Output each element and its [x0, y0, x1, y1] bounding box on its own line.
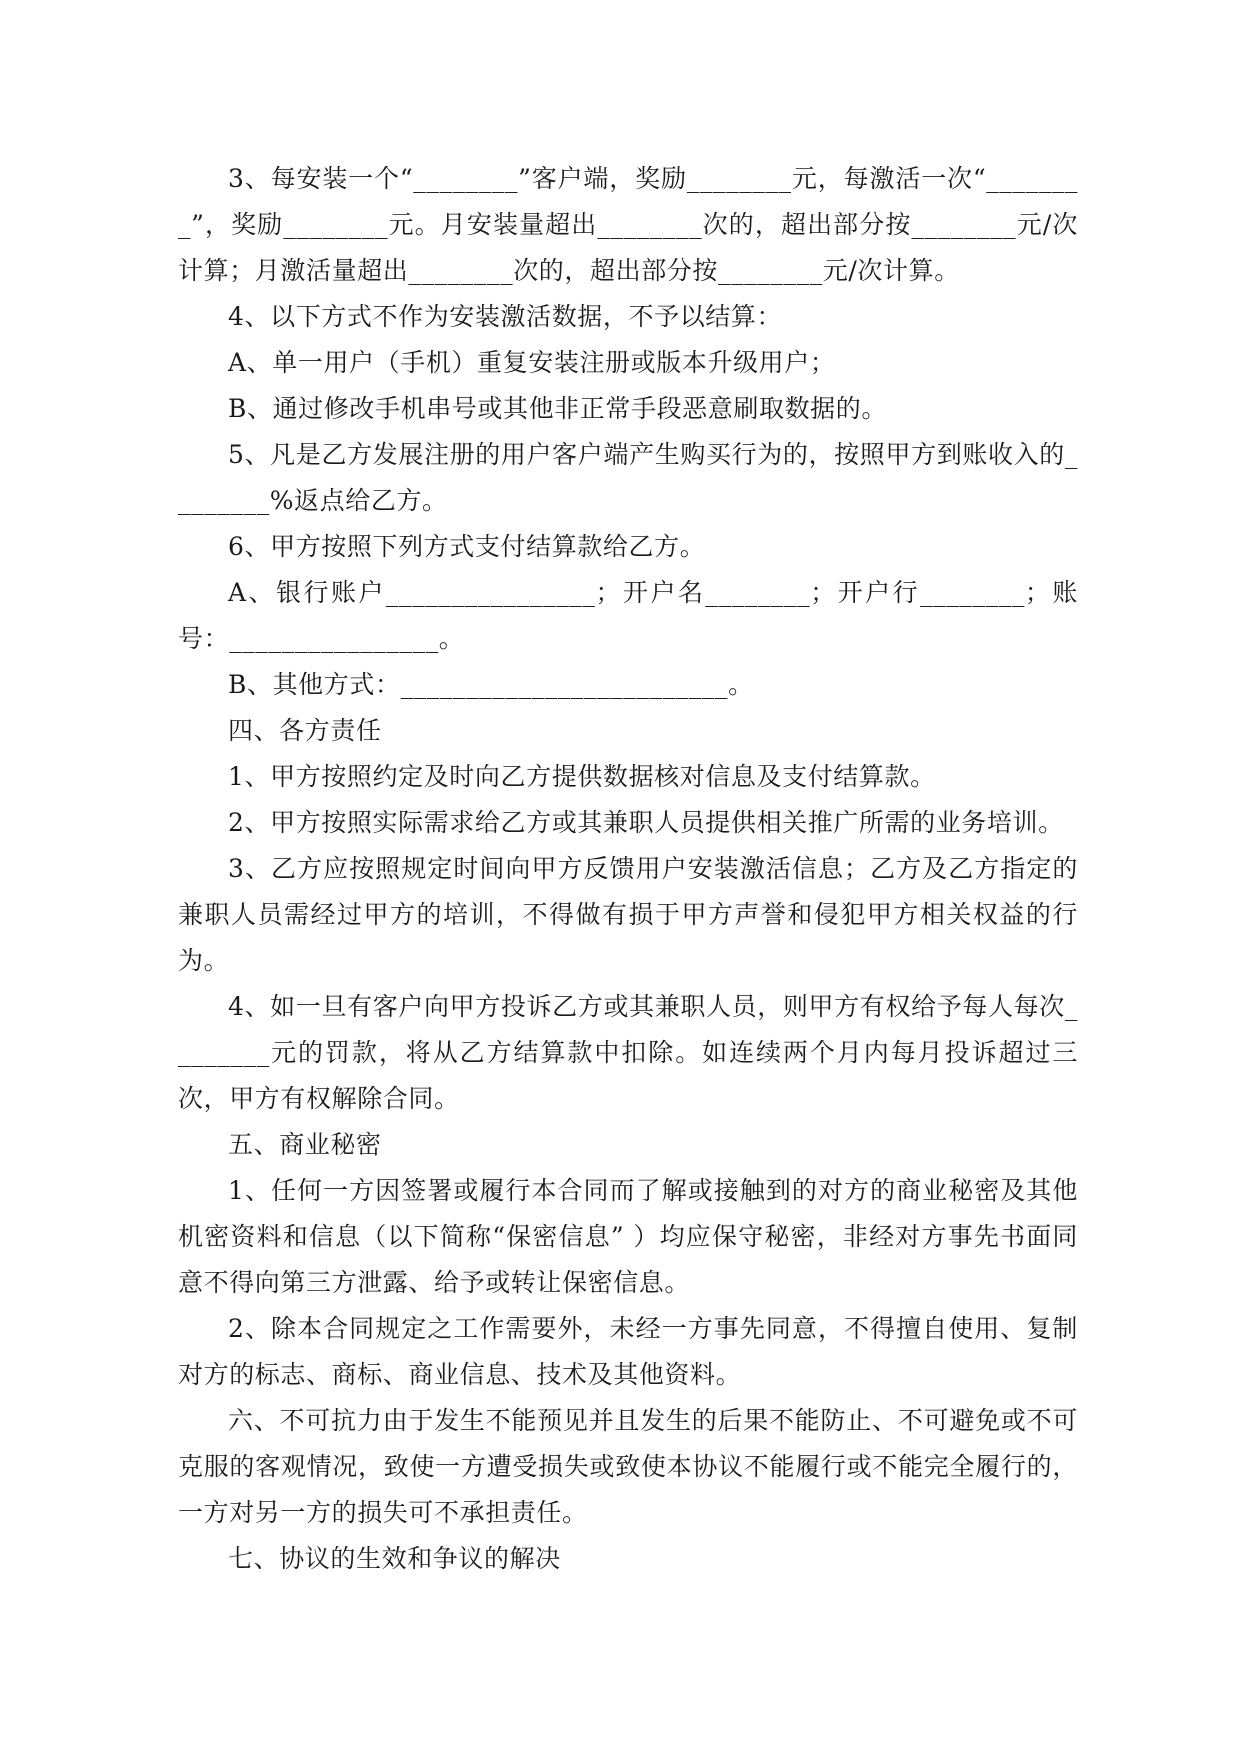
trade-secret-2: 2、除本合同规定之工作需要外，未经一方事先同意，不得擅自使用、复制对方的标志、商标、商业信息、技术及其他资料。	[178, 1314, 1078, 1389]
responsibility-3: 3、乙方应按照规定时间向甲方反馈用户安装激活信息；乙方及乙方指定的兼职人员需经过甲方的培训，不得做有损于甲方声誉和侵犯甲方相关权益的行为。	[178, 854, 1078, 975]
trade-secret-1: 1、任何一方因签署或履行本合同而了解或接触到的对方的商业秘密及其他机密资料和信息（以下简称“保密信息” ）均应保守秘密，非经对方事先书面同意不得向第三方泄露、给予或转让保密信息。	[178, 1176, 1078, 1297]
document-body	[178, 156, 1078, 1582]
clause-3-reward: 3、每安装一个“________”客户端，奖励________元，每激活一次“________”，奖励________元。月安装量超出________次的，超出部分按________元/次计算；月激活量超出________次的，超出部分按________元/次计算。	[178, 164, 1078, 285]
clause-6-item-b-other: B、其他方式：_________________________。	[228, 670, 754, 699]
section-force-majeure: 六、不可抗力由于发生不能预见并且发生的后果不能防止、不可避免或不可克服的客观情况，致使一方遭受损失或致使本协议不能履行或不能完全履行的，一方对另一方的损失可不承担责任。	[178, 1406, 1078, 1527]
clause-4-exclusions: 4、以下方式不作为安装激活数据，不予以结算：	[228, 302, 783, 331]
clause-5-rebate: 5、凡是乙方发展注册的用户客户端产生购买行为的，按照甲方到账收入的________%返点给乙方。	[178, 440, 1078, 515]
section-heading-effectiveness: 七、协议的生效和争议的解决	[228, 1544, 561, 1573]
clause-6-item-a-bank: A、银行账户________________；开户名________；开户行________；账号：________________。	[178, 578, 1078, 653]
responsibility-2: 2、甲方按照实际需求给乙方或其兼职人员提供相关推广所需的业务培训。	[228, 808, 1064, 837]
responsibility-1: 1、甲方按照约定及时向乙方提供数据核对信息及支付结算款。	[228, 762, 936, 791]
section-heading-responsibilities: 四、各方责任	[228, 716, 382, 745]
responsibility-4: 4、如一旦有客户向甲方投诉乙方或其兼职人员，则甲方有权给予每人每次________元的罚款，将从乙方结算款中扣除。如连续两个月内每月投诉超过三次，甲方有权解除合同。	[178, 992, 1078, 1113]
clause-6-payment: 6、甲方按照下列方式支付结算款给乙方。	[228, 532, 706, 561]
clause-4-item-b: B、通过修改手机串号或其他非正常手段恶意刷取数据的。	[228, 394, 887, 423]
section-heading-trade-secrets: 五、商业秘密	[228, 1130, 382, 1159]
clause-4-item-a: A、单一用户（手机）重复安装注册或版本升级用户；	[228, 348, 836, 377]
